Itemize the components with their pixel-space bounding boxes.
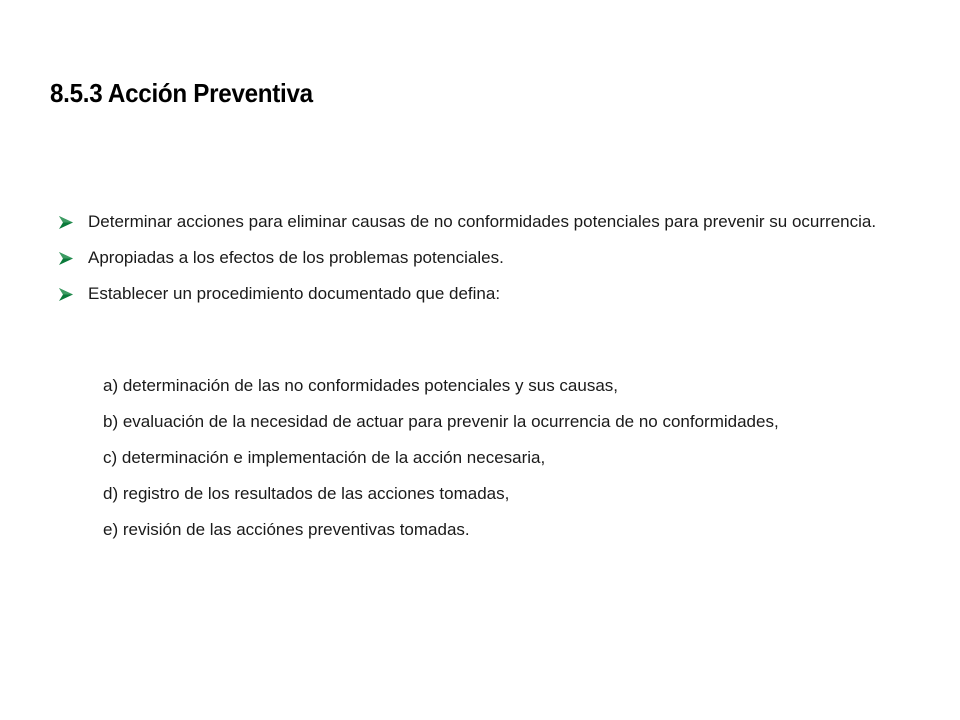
bullet-item: [56, 281, 902, 307]
page-title: 8.5.3 Acción Preventiva: [50, 78, 313, 108]
bullet-text: Apropiadas a los efectos de los problemas potenciales.: [88, 248, 504, 267]
bullet-text: Determinar acciones para eliminar causas de no conformidades potenciales para prevenir su ocurrencia.: [88, 212, 877, 231]
bullet-text: Establecer un procedimiento documentado que defina:: [88, 284, 501, 303]
bullet-item: [56, 209, 902, 235]
procedure-item: e) revisión de las acciónes preventivas tomadas.: [103, 520, 470, 539]
procedure-item: a) determinación de las no conformidades potenciales y sus causas,: [103, 376, 619, 395]
green-arrowhead-icon: [58, 215, 74, 230]
bullet-item: [56, 245, 902, 271]
procedure-list: [103, 373, 903, 553]
procedure-item: c) determinación e implementación de la acción necesaria,: [103, 448, 546, 467]
bullet-list: [56, 209, 902, 317]
procedure-item: d) registro de los resultados de las acciones tomadas,: [103, 484, 510, 503]
green-arrowhead-icon: [58, 251, 74, 266]
green-arrowhead-icon: [58, 287, 74, 302]
procedure-item: b) evaluación de la necesidad de actuar para prevenir la ocurrencia de no conformidades,: [103, 412, 779, 431]
